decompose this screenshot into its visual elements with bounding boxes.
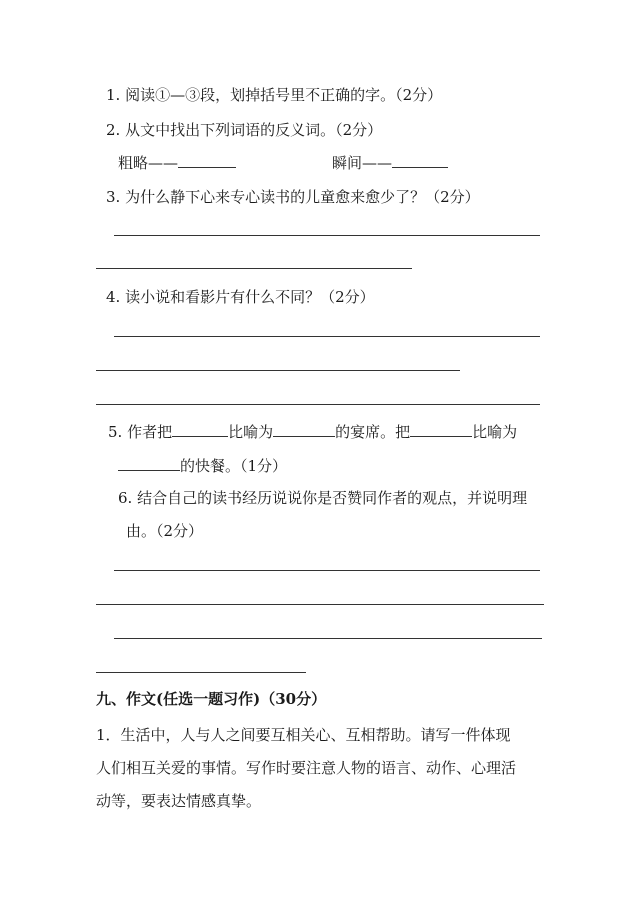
question-6-line-1: 6. 结合自己的读书经历说说你是否赞同作者的观点，并说明理: [118, 489, 528, 507]
answer-line[interactable]: [96, 604, 544, 605]
answer-line[interactable]: [114, 638, 542, 639]
question-3: 3. 为什么静下心来专心读书的儿童愈来愈少了？（2分）: [106, 188, 480, 206]
q5-blank-2[interactable]: [273, 422, 335, 437]
answer-line[interactable]: [114, 570, 540, 571]
q5-text-5: 的快餐。（1分）: [180, 457, 288, 475]
question-2: 2. 从文中找出下列词语的反义词。（2分）: [106, 121, 383, 139]
antonym-answer-blank-1[interactable]: [178, 153, 236, 168]
question-1: 1. 阅读①—③段，划掉括号里不正确的字。（2分）: [106, 86, 443, 104]
composition-prompt-line-3: 动等，要表达情感真挚。: [96, 792, 262, 810]
q5-text-1: 5. 作者把: [108, 423, 173, 441]
composition-prompt-line-1: 1．生活中，人与人之间要互相关心、互相帮助。请写一件体现: [96, 726, 511, 744]
question-6-line-2: 由。（2分）: [126, 522, 204, 540]
antonym-word-2: 瞬间——: [332, 154, 393, 172]
antonym-word-1: 粗略——: [118, 154, 179, 172]
question-4: 4. 读小说和看影片有什么不同？（2分）: [106, 288, 375, 306]
antonym-answer-blank-2[interactable]: [392, 153, 448, 168]
answer-line[interactable]: [96, 404, 540, 405]
antonym-prompt-2: [332, 153, 448, 172]
question-5-line-1: [108, 422, 517, 441]
answer-line[interactable]: [114, 235, 540, 236]
q5-blank-1[interactable]: [172, 422, 228, 437]
answer-line[interactable]: [96, 268, 412, 269]
q5-blank-3[interactable]: [410, 422, 472, 437]
answer-line[interactable]: [96, 672, 306, 673]
question-5-line-2: [118, 456, 287, 475]
q5-text-3: 的宴席。把: [335, 423, 411, 441]
q5-blank-4[interactable]: [118, 456, 180, 471]
composition-heading: 九、作文(任选一题习作)（30分）: [96, 690, 327, 708]
composition-prompt-line-2: 人们相互关爱的事情。写作时要注意人物的语言、动作、心理活: [96, 759, 517, 777]
antonym-prompt-1: [118, 153, 236, 172]
answer-line[interactable]: [96, 370, 460, 371]
q5-text-2: 比喻为: [228, 423, 274, 441]
q5-text-4: 比喻为: [472, 423, 518, 441]
answer-line[interactable]: [114, 336, 540, 337]
